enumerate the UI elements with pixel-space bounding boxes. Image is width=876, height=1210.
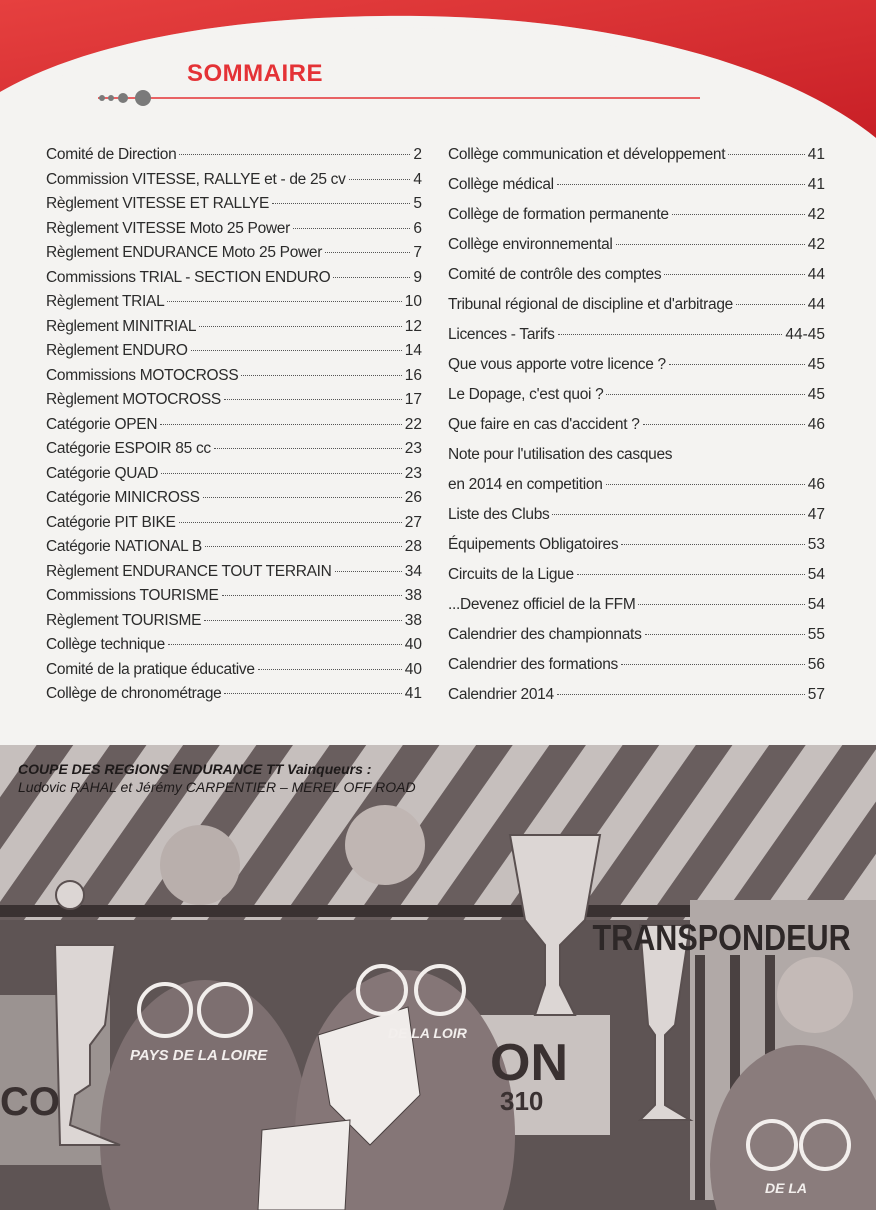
toc-entry-page: 46 [807, 476, 825, 493]
toc-entry-page: 26 [404, 489, 422, 506]
toc-entry-title: Commissions MOTOCROSS [46, 366, 239, 384]
toc-leader-dots [214, 448, 402, 449]
toc-entry-page: 2 [413, 146, 422, 163]
toc-entry [46, 146, 422, 171]
toc-entry-title: Collège communication et développement [448, 146, 726, 163]
toc-leader-dots [293, 228, 410, 229]
toc-entry [448, 596, 825, 626]
toc-entry-page: 9 [413, 268, 422, 286]
toc-leader-dots [224, 399, 402, 400]
toc-entry-title: ...Devenez officiel de la FFM [448, 596, 636, 613]
toc-leader-dots [558, 334, 783, 335]
toc-entry-page: 45 [807, 386, 825, 403]
toc-entry [448, 146, 825, 176]
toc-entry-title: Collège de formation permanente [448, 206, 669, 223]
page-title: SOMMAIRE [187, 60, 323, 87]
jersey-mid-text: DE LA LOIR [388, 1025, 467, 1041]
toc-entry-title: Règlement ENDURANCE TOUT TERRAIN [46, 562, 332, 580]
toc-entry-title: Liste des Clubs [448, 506, 550, 523]
toc-entry [46, 318, 422, 343]
toc-leader-dots [669, 364, 805, 365]
toc-entry-title: Calendrier des championnats [448, 626, 642, 643]
toc-entry [46, 391, 422, 416]
toc-entry [448, 236, 825, 266]
toc-entry-page: 16 [404, 366, 422, 384]
toc-entry [46, 342, 422, 367]
sign-big-text: ON [490, 1034, 568, 1092]
toc-entry-title: Comité de la pratique éducative [46, 660, 255, 678]
toc-leader-dots [258, 669, 402, 670]
toc-entry-page: 5 [413, 195, 422, 212]
toc-entry-title: Règlement VITESSE ET RALLYE [46, 195, 270, 212]
toc-entry-page: 10 [404, 293, 422, 310]
toc-right-column [448, 146, 825, 716]
toc-leader-dots [167, 301, 401, 302]
toc-entry-title: Tribunal régional de discipline et d'arbitrage [448, 296, 733, 313]
sign-left-text: CO [0, 1080, 60, 1124]
toc-entry [46, 244, 422, 269]
toc-entry-page: 41 [807, 176, 825, 193]
toc-leader-dots [224, 693, 401, 694]
toc-entry [448, 326, 825, 356]
toc-entry-title: Licences - Tarifs [448, 326, 555, 343]
toc-entry-page: 34 [404, 562, 422, 580]
toc-leader-dots [205, 546, 402, 547]
toc-leader-dots [664, 274, 804, 275]
toc-entry-page: 55 [807, 626, 825, 643]
toc-leader-dots [179, 154, 410, 155]
toc-leader-dots [606, 394, 804, 395]
toc-entry-title: Règlement ENDURANCE Moto 25 Power [46, 244, 323, 261]
toc-leader-dots [203, 497, 402, 498]
toc-entry [46, 661, 422, 686]
toc-leader-dots [349, 179, 411, 180]
toc-entry-title: Règlement TRIAL [46, 293, 165, 310]
toc-leader-dots [552, 514, 804, 515]
toc-entry-page: 56 [807, 656, 825, 673]
toc-leader-dots [621, 544, 804, 545]
toc-leader-dots [222, 595, 402, 596]
toc-entry [46, 514, 422, 539]
toc-entry-title: Catégorie OPEN [46, 415, 158, 433]
header-swoosh [0, 0, 876, 150]
toc-entry [448, 476, 825, 506]
toc-entry-page: 4 [413, 170, 422, 188]
toc-leader-dots [179, 522, 402, 523]
toc-entry [46, 367, 422, 392]
toc-entry-page: 47 [807, 506, 825, 523]
toc-leader-dots [638, 604, 804, 605]
toc-entry [448, 386, 825, 416]
toc-entry [46, 269, 422, 294]
toc-entry-page: 40 [404, 660, 422, 678]
toc-entry-title: Collège technique [46, 636, 165, 653]
toc-entry [448, 296, 825, 326]
toc-entry-page: 44 [807, 266, 825, 283]
toc-entry-title: en 2014 en competition [448, 476, 603, 493]
toc-entry-page: 54 [807, 596, 825, 613]
toc-leader-dots [191, 350, 402, 351]
toc-leader-dots [557, 184, 805, 185]
toc-entry [46, 489, 422, 514]
toc-entry-title: Catégorie PIT BIKE [46, 513, 176, 531]
toc-entry-page: 23 [404, 440, 422, 457]
toc-entry [46, 293, 422, 318]
toc-entry-page: 45 [807, 356, 825, 373]
toc-entry-page: 28 [404, 538, 422, 555]
toc-entry [448, 656, 825, 686]
toc-entry-title: Catégorie MINICROSS [46, 489, 200, 506]
toc-entry-page: 44-45 [785, 326, 825, 343]
toc-leader-dots [160, 424, 402, 425]
toc-leader-dots [168, 644, 402, 645]
jersey-left-text: PAYS DE LA LOIRE [130, 1047, 268, 1064]
toc-entry [46, 563, 422, 588]
toc-entry-page: 27 [404, 513, 422, 531]
toc-leader-dots [672, 214, 805, 215]
toc-entry [448, 446, 825, 476]
toc-entry-page: 46 [807, 416, 825, 433]
toc-leader-dots [606, 484, 805, 485]
toc-leader-dots [621, 664, 805, 665]
toc-entry [46, 685, 422, 710]
toc-entry-title: Comité de contrôle des comptes [448, 266, 662, 283]
toc-leader-dots [616, 244, 805, 245]
toc-entry-page: 6 [413, 219, 422, 237]
jersey-right-text: DE LA [765, 1180, 807, 1196]
toc-entry-page: 44 [807, 296, 825, 313]
toc-leader-dots [643, 424, 805, 425]
toc-left-column [46, 146, 422, 710]
toc-leader-dots [272, 203, 410, 204]
toc-entry [46, 587, 422, 612]
toc-entry-page: 7 [413, 244, 422, 261]
toc-entry [46, 636, 422, 661]
winners-photo [0, 745, 876, 1210]
toc-entry-title: Comité de Direction [46, 146, 177, 163]
toc-entry [448, 566, 825, 596]
sign-small-text: 310 [500, 1086, 544, 1116]
toc-entry-title: Le Dopage, c'est quoi ? [448, 386, 604, 403]
toc-entry-page: 57 [807, 686, 825, 703]
toc-entry [46, 538, 422, 563]
toc-leader-dots [645, 634, 805, 635]
caption-line-1: COUPE DES REGIONS ENDURANCE TT Vainqueurs : [18, 761, 372, 777]
toc-entry-page: 54 [807, 566, 825, 583]
title-underline [98, 88, 703, 108]
toc-entry-title: Collège médical [448, 176, 554, 193]
toc-entry-page: 12 [404, 317, 422, 335]
toc-entry-title: Calendrier des formations [448, 656, 618, 673]
toc-entry-title: Règlement TOURISME [46, 611, 202, 629]
toc-leader-dots [577, 574, 805, 575]
toc-entry [448, 206, 825, 236]
toc-entry-title: Que faire en cas d'accident ? [448, 416, 640, 433]
toc-entry-page: 38 [404, 611, 422, 629]
toc-leader-dots [199, 326, 402, 327]
toc-entry-title: Commissions TRIAL - SECTION ENDURO [46, 268, 331, 286]
toc-leader-dots [161, 473, 402, 474]
toc-leader-dots [736, 304, 805, 305]
toc-entry-page: 41 [807, 146, 825, 163]
toc-entry [448, 266, 825, 296]
toc-entry-page: 38 [404, 587, 422, 604]
toc-leader-dots [333, 277, 410, 278]
toc-entry [46, 195, 422, 220]
toc-entry-title: Règlement MOTOCROSS [46, 391, 221, 408]
toc-entry-title: Que vous apporte votre licence ? [448, 356, 666, 373]
toc-entry-page: 17 [404, 391, 422, 408]
toc-entry [448, 686, 825, 716]
toc-entry [448, 416, 825, 446]
toc-entry-title: Règlement ENDURO [46, 342, 188, 359]
toc-leader-dots [728, 154, 805, 155]
toc-entry [46, 416, 422, 441]
photo-caption [18, 760, 416, 796]
toc-entry-title: Note pour l'utilisation des casques [448, 446, 673, 463]
toc-leader-dots [335, 571, 402, 572]
toc-entry [46, 612, 422, 637]
toc-entry [46, 465, 422, 490]
toc-entry-title: Commissions TOURISME [46, 587, 219, 604]
toc-entry-title: Collège environnemental [448, 236, 613, 253]
toc-entry-page: 42 [807, 206, 825, 223]
toc-entry-title: Circuits de la Ligue [448, 566, 574, 583]
toc-leader-dots [204, 620, 402, 621]
caption-line-2: Ludovic RAHAL et Jérémy CARPENTIER – MEREL OFF ROAD [18, 779, 416, 795]
toc-entry [448, 506, 825, 536]
toc-entry [46, 171, 422, 196]
toc-entry [46, 440, 422, 465]
toc-entry-title: Catégorie ESPOIR 85 cc [46, 440, 211, 457]
toc-entry-title: Collège de chronométrage [46, 685, 222, 702]
toc-entry [46, 220, 422, 245]
toc-entry-title: Catégorie NATIONAL B [46, 538, 202, 555]
toc-entry-title: Règlement VITESSE Moto 25 Power [46, 219, 290, 237]
toc-entry [448, 176, 825, 206]
toc-leader-dots [241, 375, 401, 376]
toc-entry-page: 14 [404, 342, 422, 359]
toc-entry-page: 41 [404, 685, 422, 702]
toc-entry [448, 626, 825, 656]
toc-leader-dots [325, 252, 410, 253]
banner-text: TRANSPONDEUR [592, 918, 851, 959]
photo-scene [0, 745, 876, 1210]
toc-entry-page: 40 [404, 636, 422, 653]
toc-entry-page: 53 [807, 536, 825, 553]
toc-entry-title: Catégorie QUAD [46, 464, 159, 482]
toc-entry-title: Règlement MINITRIAL [46, 317, 197, 335]
toc-entry-page: 42 [807, 236, 825, 253]
toc-entry-title: Calendrier 2014 [448, 686, 554, 703]
toc-entry-page: 22 [404, 415, 422, 433]
toc-leader-dots [557, 694, 805, 695]
toc-entry [448, 356, 825, 386]
toc-entry [448, 536, 825, 566]
toc-entry-title: Équipements Obligatoires [448, 536, 619, 553]
toc-entry-page: 23 [404, 464, 422, 482]
toc-entry-title: Commission VITESSE, RALLYE et - de 25 cv [46, 170, 346, 188]
